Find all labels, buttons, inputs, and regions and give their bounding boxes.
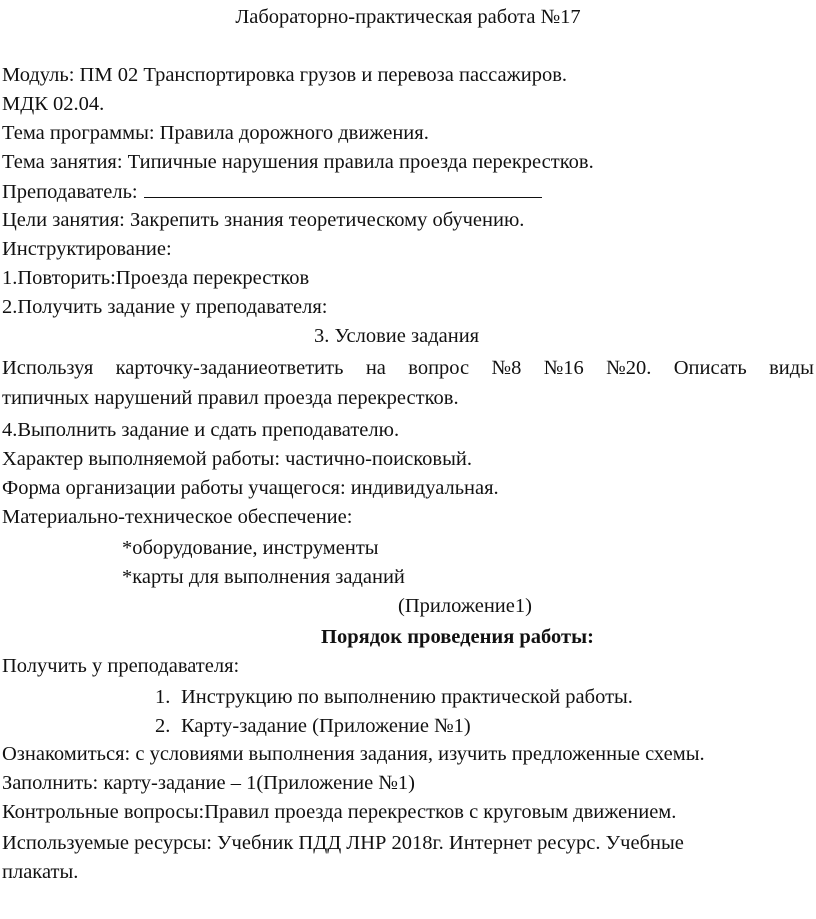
teacher-label: Преподаватель: — [2, 181, 138, 203]
fill-in-line: Заполнить: карту-задание – 1(Приложение №1) — [2, 772, 415, 794]
step-2: 2.Получить задание у преподавателя: — [2, 296, 328, 318]
goals-line: Цели занятия: Закрепить знания теоретическому обучению. — [2, 209, 525, 231]
procedure-heading: Порядок проведения работы: — [321, 626, 594, 648]
receive-item-2 — [155, 714, 471, 738]
step-4: 4.Выполнить задание и сдать преподавателю. — [2, 419, 400, 441]
task-word: на — [365, 357, 386, 379]
task-word: карточку-заданиеответить — [115, 357, 344, 379]
teacher-blank — [144, 179, 542, 198]
support-item-equipment: *оборудование, инструменты — [122, 537, 379, 559]
task-line-1 — [2, 356, 814, 380]
resources-line-2: плакаты. — [2, 861, 79, 883]
task-line-2: типичных нарушений правил проезда перекрестков. — [2, 387, 459, 409]
teacher-line — [2, 179, 542, 204]
receive-item-1 — [155, 685, 633, 709]
task-word: №8 — [491, 357, 522, 379]
appendix-reference: (Приложение1) — [398, 595, 532, 617]
resources-line-1: Используемые ресурсы: Учебник ПДД ЛНР 2018г. Интернет ресурс. Учебные — [2, 832, 684, 854]
step-1: 1.Повторить:Проезда перекрестков — [2, 267, 310, 289]
work-character-line: Характер выполняемой работы: частично-поисковый. — [2, 448, 472, 470]
receive-item-text: Карту-задание (Приложение №1) — [181, 715, 471, 737]
org-form-line: Форма организации работы учащегося: индивидуальная. — [2, 477, 499, 499]
support-item-cards: *карты для выполнения заданий — [122, 566, 405, 588]
document-title: Лабораторно-практическая работа №17 — [235, 6, 581, 28]
program-topic-line: Тема программы: Правила дорожного движения. — [2, 122, 429, 144]
task-word: вопрос — [408, 357, 470, 379]
receive-item-text: Инструкцию по выполнению практической работы. — [181, 686, 633, 708]
receive-from-teacher-line: Получить у преподавателя: — [2, 655, 240, 677]
lesson-topic-line: Тема занятия: Типичные нарушения правила проезда перекрестков. — [2, 151, 594, 173]
material-support-line: Материально-техническое обеспечение: — [2, 506, 353, 528]
receive-item-number: 2. — [155, 715, 171, 737]
control-questions-line: Контрольные вопросы:Правил проезда перекрестков с круговым движением. — [2, 801, 677, 823]
receive-item-number: 1. — [155, 686, 171, 708]
step-3-heading: 3. Условие задания — [314, 325, 480, 347]
task-word: Используя — [2, 357, 94, 379]
task-word: виды — [769, 357, 814, 379]
task-word: Описать — [673, 357, 747, 379]
module-line: Модуль: ПМ 02 Транспортировка грузов и перевоза пассажиров. — [2, 64, 568, 86]
task-word: №20. — [606, 357, 652, 379]
instruction-heading: Инструктирование: — [2, 238, 172, 260]
familiarize-line: Ознакомиться: с условиями выполнения задания, изучить предложенные схемы. — [2, 743, 705, 765]
mdk-line: МДК 02.04. — [2, 93, 105, 115]
task-word: №16 — [543, 357, 584, 379]
